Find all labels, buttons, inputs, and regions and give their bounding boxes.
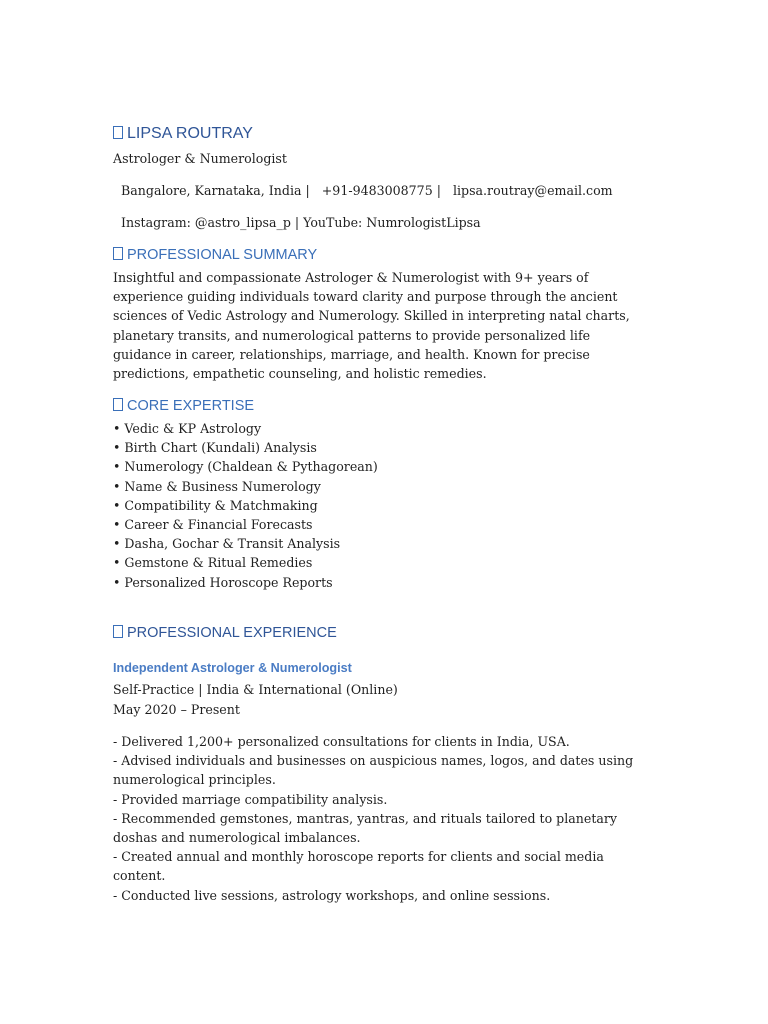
social-line: Instagram: @astro_lipsa_p | YouTube: NumrologistLipsa	[113, 215, 481, 230]
list-item: - Delivered 1,200+ personalized consultations for clients in India, USA.	[113, 734, 570, 749]
list-item: - Created annual and monthly horoscope reports for clients and social media content.	[113, 849, 604, 884]
role-organization: Self-Practice | India & International (Online)	[113, 682, 398, 697]
contact-line: Bangalore, Karnataka, India | +91-9483008775 | lipsa.routray@email.com	[113, 183, 613, 198]
list-item: - Advised individuals and businesses on auspicious names, logos, and dates using numerological principles.	[113, 753, 634, 788]
role-title: Independent Astrologer & Numerologist	[113, 661, 352, 675]
candidate-name: LIPSA ROUTRAY	[127, 125, 253, 142]
list-item: - Provided marriage compatibility analysis.	[113, 791, 388, 807]
square-icon	[113, 126, 123, 139]
list-item: • Personalized Horoscope Reports	[113, 574, 333, 590]
list-item: • Career & Financial Forecasts	[113, 516, 313, 532]
square-icon	[113, 625, 123, 638]
list-item: • Birth Chart (Kundali) Analysis	[113, 440, 317, 456]
summary-heading-label: PROFESSIONAL SUMMARY	[127, 247, 318, 263]
experience-heading-label: PROFESSIONAL EXPERIENCE	[127, 625, 337, 641]
expertise-heading-label: CORE EXPERTISE	[127, 398, 255, 414]
square-icon	[113, 398, 123, 411]
list-item: • Numerology (Chaldean & Pythagorean)	[113, 459, 378, 475]
list-item: • Vedic & KP Astrology	[113, 421, 262, 436]
name-heading	[113, 125, 253, 143]
square-icon	[113, 247, 123, 260]
list-item: - Conducted live sessions, astrology workshops, and online sessions.	[113, 887, 551, 903]
job-title: Astrologer & Numerologist	[113, 151, 287, 166]
list-item: • Gemstone & Ritual Remedies	[113, 555, 313, 571]
expertise-list	[113, 419, 378, 592]
list-item: - Recommended gemstones, mantras, yantras, and rituals tailored to planetary doshas and numerological imbalances.	[113, 810, 618, 846]
list-item: • Compatibility & Matchmaking	[113, 497, 318, 513]
summary-heading	[113, 247, 317, 263]
list-item: • Dasha, Gochar & Transit Analysis	[113, 536, 341, 552]
expertise-heading	[113, 398, 254, 414]
experience-heading	[113, 625, 337, 641]
summary-text: Insightful and compassionate Astrologer & Numerologist with 9+ years of experience guiding individuals toward clarity and purpose through the ancient sciences of Vedic Astrology and Numerology. Skilled in interpreting natal charts, planetary transits, and numerological patterns to provide personalized life guidance in career, relationships, marriage, and health. Known for precise predictions, empathetic counseling, and holistic remedies.	[113, 270, 630, 382]
list-item: • Name & Business Numerology	[113, 478, 321, 494]
role-dates: May 2020 – Present	[113, 702, 240, 717]
duties-list	[113, 732, 653, 905]
